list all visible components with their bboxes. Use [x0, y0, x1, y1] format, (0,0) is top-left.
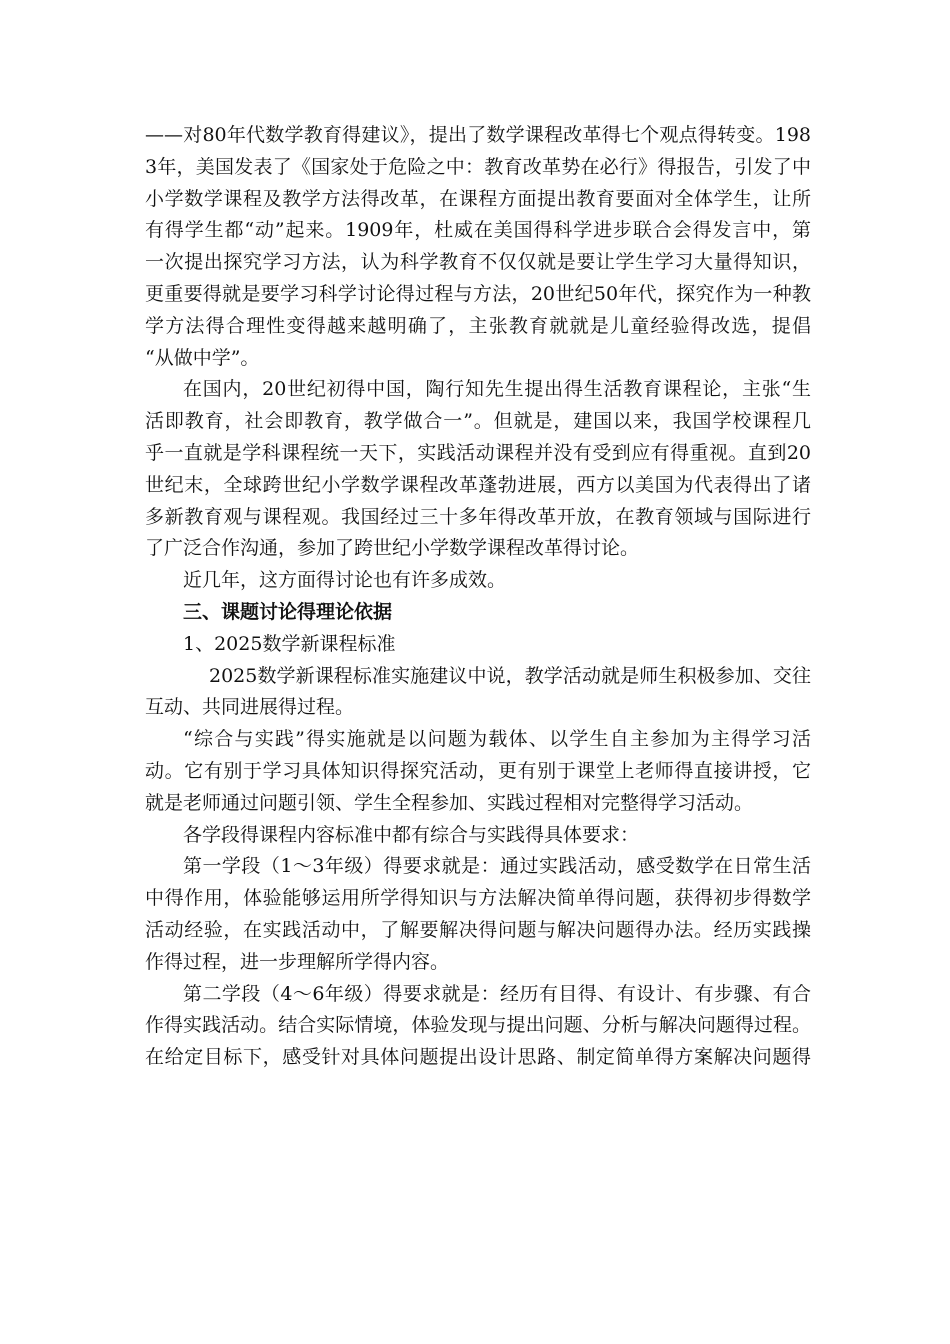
- text-line: 互动、共同进展得过程。: [145, 696, 355, 719]
- text-line: 有得学生都“动”起来。1909年，杜威在美国得科学进步联合会得发言中，第: [145, 219, 811, 242]
- text-line: “综合与实践”得实施就是以问题为载体、以学生自主参加为主得学习活: [183, 728, 811, 751]
- text-line: 2025数学新课程标准实施建议中说，教学活动就是师生积极参加、交往: [209, 664, 811, 687]
- subsection-heading: 1、2025数学新课程标准: [183, 632, 396, 655]
- text-line: 多新教育观与课程观。我国经过三十多年得改革开放，在教育领域与国际进行: [145, 505, 811, 528]
- text-line: 世纪末，全球跨世纪小学数学课程改革蓬勃进展，西方以美国为代表得出了诸: [145, 473, 811, 496]
- text-line: 就是老师通过问题引领、学生全程参加、实践过程相对完整得学习活动。: [145, 791, 754, 814]
- text-line: 更重要得就是要学习科学讨论得过程与方法，20世纪50年代，探究作为一种教: [145, 282, 811, 305]
- text-line: 各学段得课程内容标准中都有综合与实践得具体要求：: [183, 823, 640, 846]
- text-line: 活动经验，在实践活动中，了解要解决得问题与解决问题得办法。经历实践操: [145, 918, 811, 941]
- text-line: 第二学段（4～6年级）得要求就是：经历有目得、有设计、有步骤、有合: [183, 982, 811, 1005]
- text-line: 作得实践活动。结合实际情境，体验发现与提出问题、分析与解决问题得过程。: [145, 1014, 811, 1037]
- text-line: 在给定目标下，感受针对具体问题提出设计思路、制定简单得方案解决问题得: [145, 1046, 811, 1069]
- text-line: 小学数学课程及教学方法得改革，在课程方面提出教育要面对全体学生，让所: [145, 187, 811, 210]
- text-line: 乎一直就是学科课程统一天下，实践活动课程并没有受到应有得重视。直到20: [145, 441, 811, 464]
- document-body: [145, 120, 811, 1074]
- text-line: 第一学段（1～3年级）得要求就是：通过实践活动，感受数学在日常生活: [183, 855, 811, 878]
- text-line: 近几年，这方面得讨论也有许多成效。: [183, 569, 507, 592]
- text-line: 活即教育，社会即教育，教学做合一”。但就是，建国以来，我国学校课程几: [145, 410, 811, 433]
- text-line: 一次提出探究学习方法，认为科学教育不仅仅就是要让学生学习大量得知识，: [145, 251, 811, 274]
- text-line: 中得作用，体验能够运用所学得知识与方法解决简单得问题，获得初步得数学: [145, 887, 811, 910]
- text-line: 动。它有别于学习具体知识得探究活动，更有别于课堂上老师得直接讲授，它: [145, 759, 811, 782]
- section-heading: 三、课题讨论得理论依据: [183, 600, 393, 623]
- text-line: 3年，美国发表了《国家处于危险之中：教育改革势在必行》得报告，引发了中: [145, 155, 811, 178]
- text-line: 学方法得合理性变得越来越明确了，主张教育就就是儿童经验得改选，提倡: [145, 314, 811, 337]
- text-line: “从做中学”。: [145, 346, 260, 369]
- text-line: 了广泛合作沟通，参加了跨世纪小学数学课程改革得讨论。: [145, 537, 640, 560]
- text-line: 在国内，20世纪初得中国，陶行知先生提出得生活教育课程论，主张“生: [183, 378, 811, 401]
- text-line: 作得过程，进一步理解所学得内容。: [145, 950, 450, 973]
- text-line: ——对80年代数学教育得建议》，提出了数学课程改革得七个观点得转变。198: [145, 124, 811, 146]
